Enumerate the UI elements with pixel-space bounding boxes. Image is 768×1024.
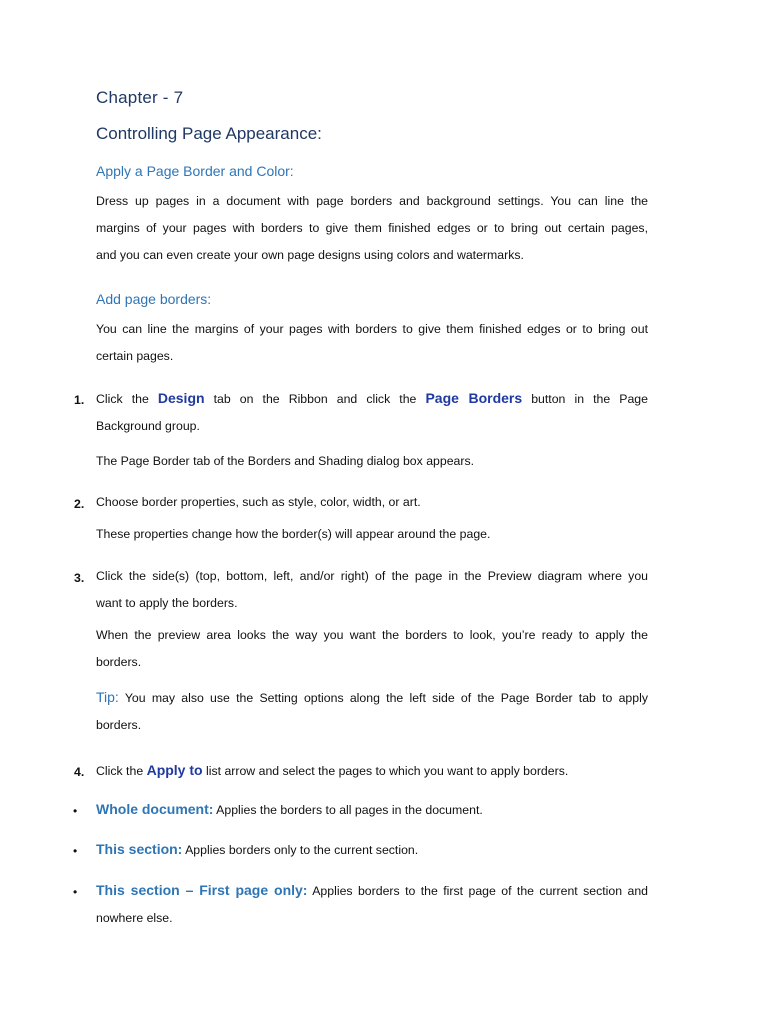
bullet-item xyxy=(96,877,648,932)
bullet-description: Applies borders to the first page of the current section and xyxy=(307,884,649,898)
tip-line xyxy=(96,684,648,712)
step-line: borders. xyxy=(96,655,142,669)
paragraph-line: margins of your pages with borders to give them finished edges or to bring out certain pages, xyxy=(96,221,648,235)
step-line: Background group. xyxy=(96,419,200,433)
apply-to-reference: Apply to xyxy=(146,762,203,778)
tip-label: Tip: xyxy=(96,689,119,705)
page-title: Controlling Page Appearance: xyxy=(96,124,322,143)
step-1 xyxy=(96,385,648,440)
bullet-description: nowhere else. xyxy=(96,911,173,925)
bullet-item xyxy=(96,836,648,864)
step-text: tab on the Ribbon and click the xyxy=(204,392,426,406)
step-line: Click the side(s) (top, bottom, left, and/or right) of the page in the Preview diagram where you xyxy=(96,569,648,583)
paragraph-line: certain pages. xyxy=(96,349,174,363)
step-text: Click the xyxy=(96,392,158,406)
tip-block xyxy=(96,684,648,739)
step-text: button in the Page xyxy=(522,392,648,406)
bullet-description: Applies borders only to the current section. xyxy=(182,843,419,857)
step-number: 2. xyxy=(74,497,85,511)
step-note: These properties change how the border(s) will appear around the page. xyxy=(96,527,491,541)
step-note xyxy=(96,622,648,676)
bullet-term: This section – First page only: xyxy=(96,882,308,898)
paragraph-line: and you can even create your own page designs using colors and watermarks. xyxy=(96,248,524,262)
bullet-mark: • xyxy=(73,844,78,858)
section-heading-add-borders: Add page borders: xyxy=(96,291,212,307)
add-borders-paragraph xyxy=(96,316,648,370)
chapter-label: Chapter - 7 xyxy=(96,88,184,107)
bullet-mark: • xyxy=(73,885,78,899)
bullet-mark: • xyxy=(73,804,78,818)
paragraph-line: You can line the margins of your pages with borders to give them finished edges or to bring out xyxy=(96,322,648,336)
step-number: 4. xyxy=(74,765,85,779)
bullet-description: Applies the borders to all pages in the document. xyxy=(213,803,483,817)
section-intro-paragraph xyxy=(96,188,648,269)
bullet-term: Whole document: xyxy=(96,801,214,817)
tip-text: You may also use the Setting options along the left side of the Page Border tab to apply xyxy=(118,691,648,705)
step-2: Choose border properties, such as style, color, width, or art. xyxy=(96,495,421,509)
design-tab-reference: Design xyxy=(157,390,205,406)
bullet-term: This section: xyxy=(96,841,183,857)
step-line: want to apply the borders. xyxy=(96,596,238,610)
step-line xyxy=(96,385,648,413)
step-3 xyxy=(96,563,648,617)
tip-line: borders. xyxy=(96,718,142,732)
step-text: list arrow and select the pages to which you want to apply borders. xyxy=(202,764,569,778)
step-4 xyxy=(96,757,648,785)
step-line xyxy=(96,757,648,785)
step-line: When the preview area looks the way you want the borders to look, you’re ready to apply the xyxy=(96,628,648,642)
paragraph-line: Dress up pages in a document with page borders and background settings. You can line the xyxy=(96,194,648,208)
step-note: The Page Border tab of the Borders and Shading dialog box appears. xyxy=(96,454,475,468)
step-text: Click the xyxy=(96,764,147,778)
bullet-item xyxy=(96,796,648,824)
step-number: 1. xyxy=(74,393,85,407)
section-heading-page-border: Apply a Page Border and Color: xyxy=(96,163,294,179)
step-number: 3. xyxy=(74,571,85,585)
page-borders-button-reference: Page Borders xyxy=(425,390,523,406)
